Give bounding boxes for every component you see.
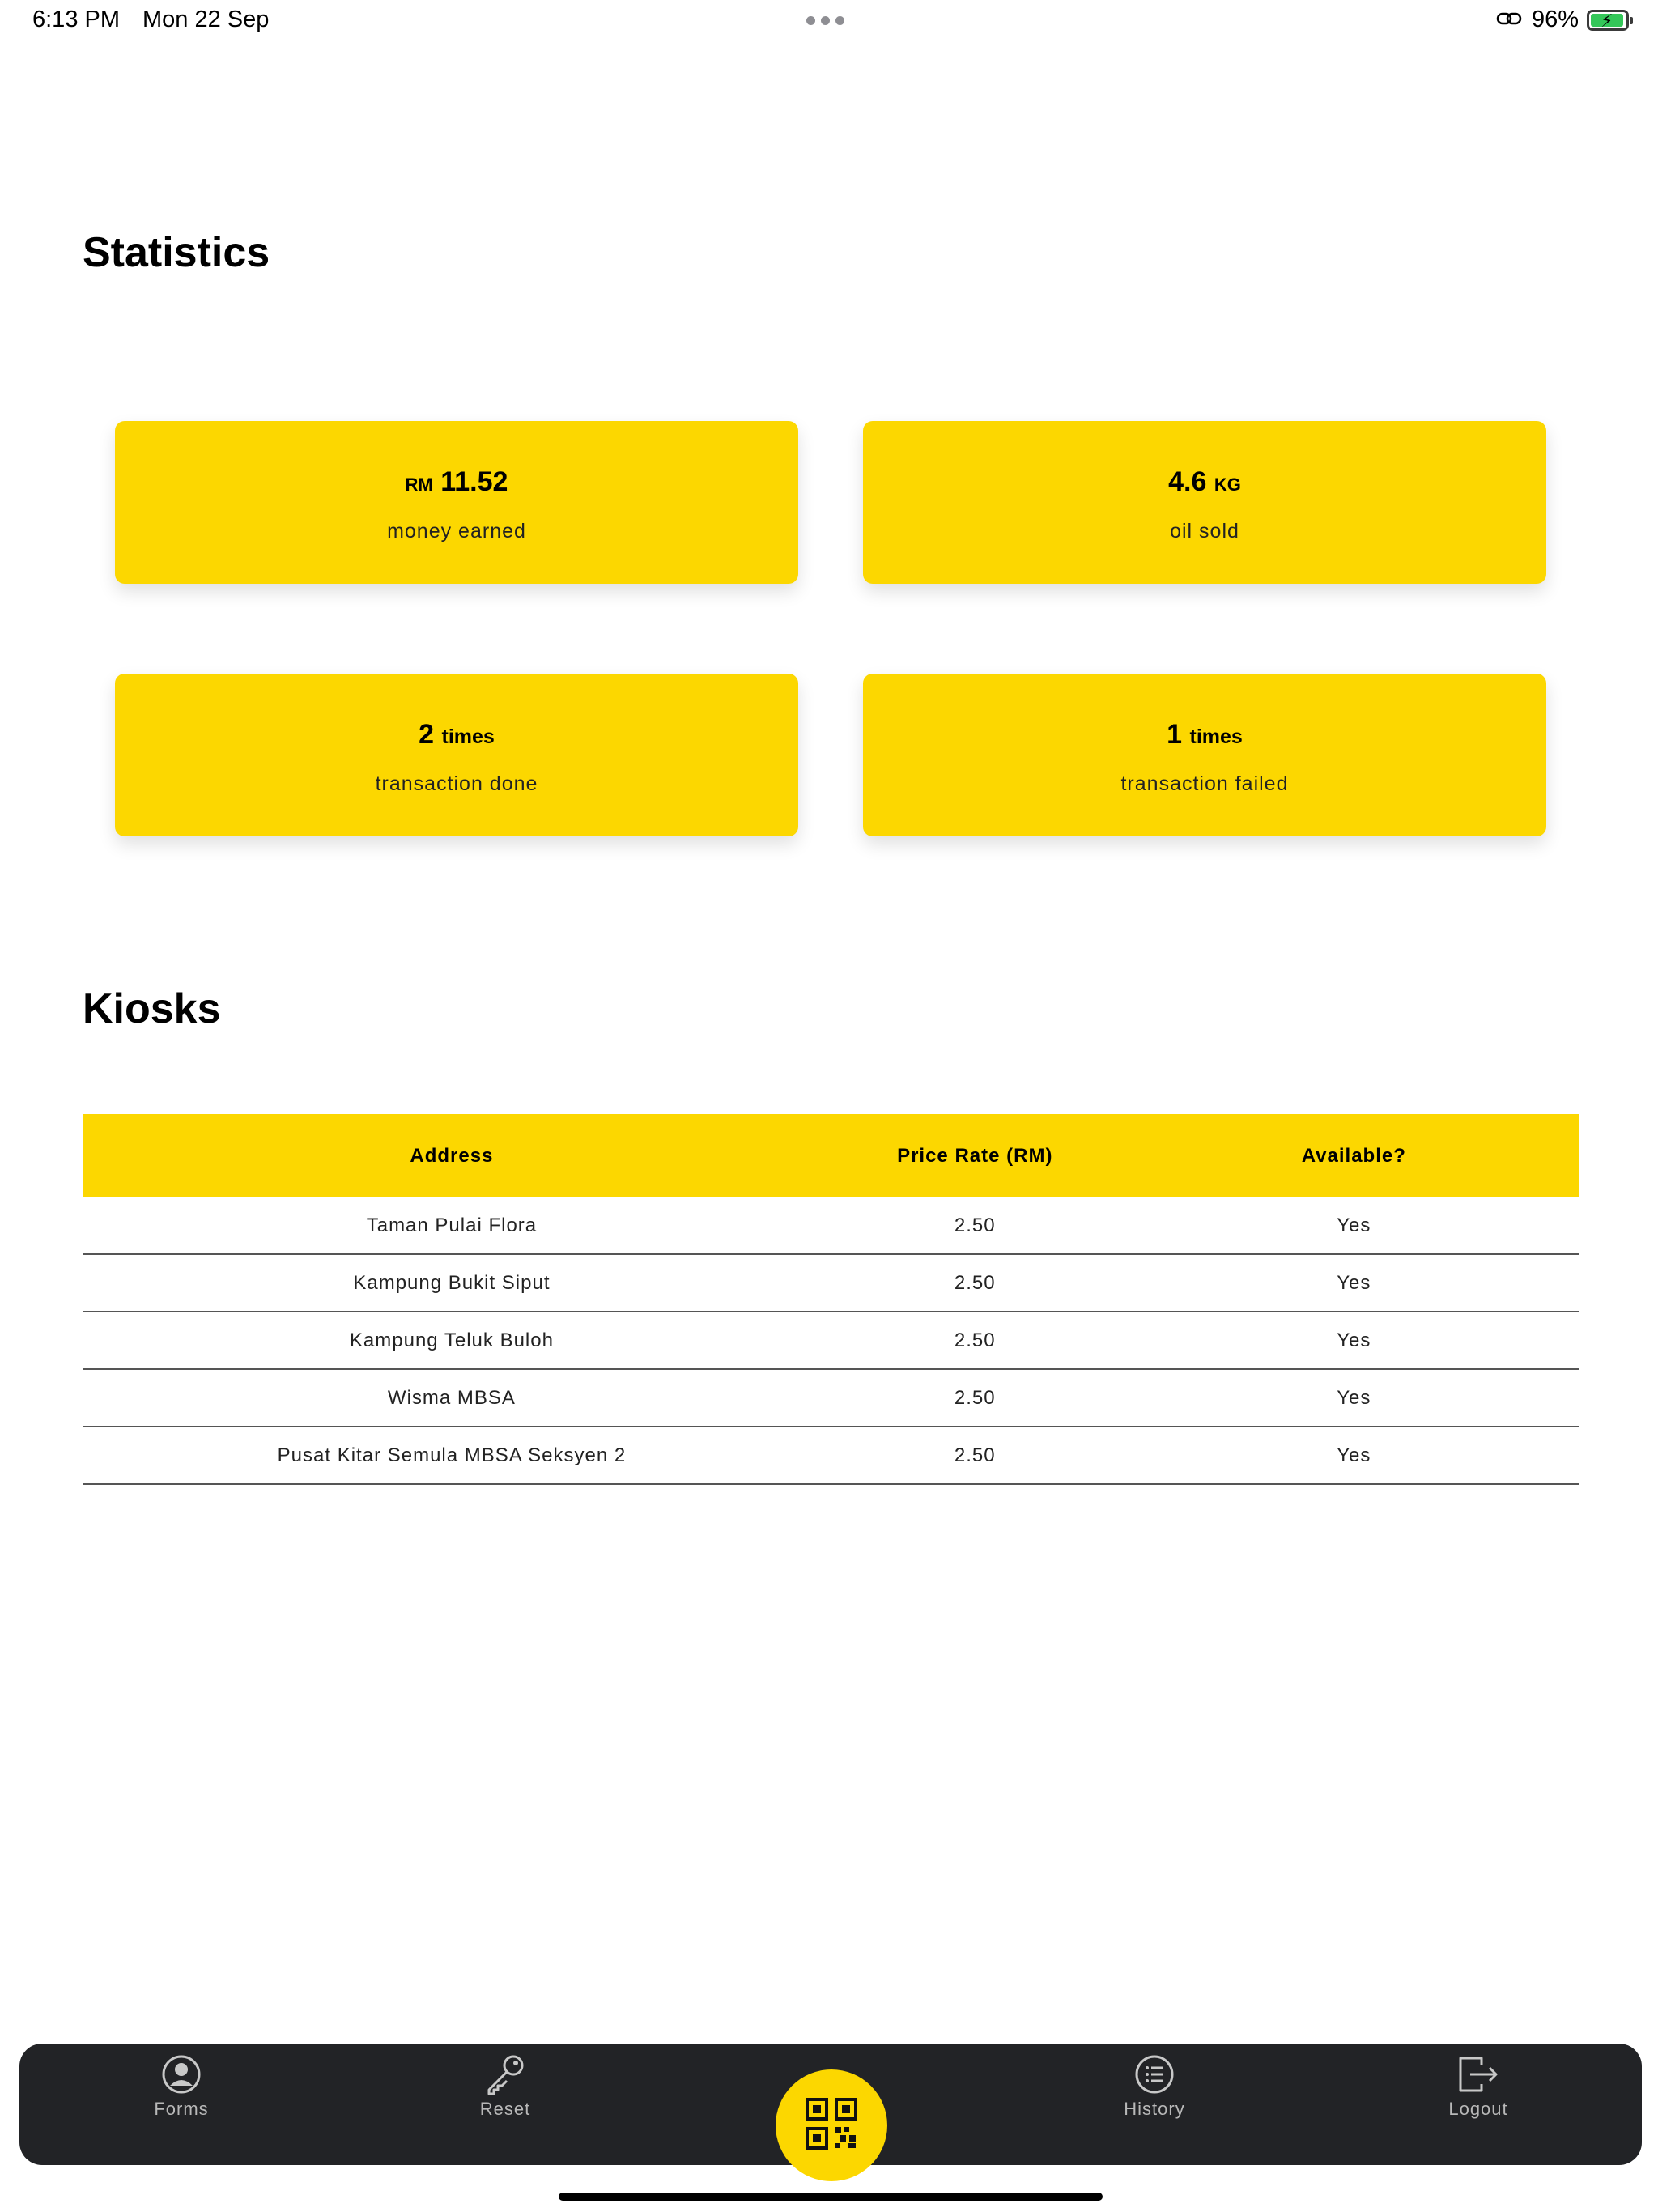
status-right [1496, 6, 1629, 33]
card-prefix: RM [405, 474, 433, 495]
column-header-price-rate: Price Rate (RM) [897, 1144, 1053, 1167]
card-value [863, 466, 1546, 498]
key-icon [424, 2052, 586, 2097]
home-indicator[interactable] [559, 2193, 1103, 2201]
logout-icon [1397, 2052, 1559, 2097]
cell-available: Yes [1129, 1369, 1579, 1427]
scan-qr-button[interactable] [776, 2069, 887, 2181]
card-suffix: times [441, 725, 495, 748]
card-number: 2 [419, 719, 435, 750]
kiosks-title: Kiosks [83, 985, 221, 1032]
link-icon [1496, 6, 1524, 33]
card-value [115, 719, 798, 751]
status-bar [0, 0, 1658, 49]
card-label: transaction done [375, 772, 538, 795]
column-header-address: Address [410, 1144, 494, 1167]
table-header-row [83, 1114, 1579, 1197]
kiosks-table [83, 1114, 1579, 1485]
cell-address: Pusat Kitar Semula MBSA Seksyen 2 [83, 1427, 821, 1484]
status-date: Mon 22 Sep [142, 6, 270, 32]
card-suffix: times [1189, 725, 1243, 748]
list-icon [1073, 2052, 1235, 2097]
oil-sold-card [863, 421, 1546, 584]
tab-label: Reset [479, 2099, 531, 2119]
table-row[interactable] [83, 1427, 1579, 1484]
cell-price-rate: 2.50 [821, 1427, 1129, 1484]
tab-forms[interactable] [100, 2044, 262, 2165]
table-row[interactable] [83, 1197, 1579, 1254]
tab-logout[interactable] [1397, 2044, 1559, 2165]
cell-address: Kampung Teluk Buloh [83, 1312, 821, 1369]
cell-price-rate: 2.50 [821, 1312, 1129, 1369]
table-row[interactable] [83, 1254, 1579, 1312]
card-number: 11.52 [440, 466, 508, 497]
cell-available: Yes [1129, 1254, 1579, 1312]
cell-price-rate: 2.50 [821, 1254, 1129, 1312]
user-circle-icon [100, 2052, 262, 2097]
tab-history[interactable] [1073, 2044, 1235, 2165]
cell-available: Yes [1129, 1312, 1579, 1369]
card-value [115, 466, 798, 498]
transaction-failed-card [863, 674, 1546, 836]
cell-address: Kampung Bukit Siput [83, 1254, 821, 1312]
cell-available: Yes [1129, 1197, 1579, 1254]
card-number: 4.6 [1168, 466, 1207, 497]
battery-icon: ⚡ [1587, 10, 1629, 31]
card-label: oil sold [1170, 520, 1239, 542]
card-label: money earned [387, 520, 526, 542]
status-time: 6:13 PM [32, 6, 120, 32]
cell-address: Wisma MBSA [83, 1369, 821, 1427]
tab-label: History [1124, 2099, 1185, 2119]
battery-percent: 96% [1531, 6, 1579, 32]
multitasking-dots-icon[interactable] [806, 16, 844, 25]
tab-reset[interactable] [424, 2044, 586, 2165]
qr-code-icon [806, 2098, 857, 2154]
cell-price-rate: 2.50 [821, 1197, 1129, 1254]
cell-address: Taman Pulai Flora [83, 1197, 821, 1254]
statistics-title: Statistics [83, 229, 270, 276]
cell-available: Yes [1129, 1427, 1579, 1484]
cell-price-rate: 2.50 [821, 1369, 1129, 1427]
tab-label: Logout [1448, 2099, 1508, 2119]
table-row[interactable] [83, 1369, 1579, 1427]
card-suffix: KG [1214, 474, 1241, 495]
card-label: transaction failed [1120, 772, 1289, 795]
card-number: 1 [1167, 719, 1183, 750]
column-header-available: Available? [1301, 1144, 1406, 1167]
tab-label: Forms [154, 2099, 209, 2119]
transaction-done-card [115, 674, 798, 836]
money-earned-card [115, 421, 798, 584]
card-value [863, 719, 1546, 751]
table-row[interactable] [83, 1312, 1579, 1369]
